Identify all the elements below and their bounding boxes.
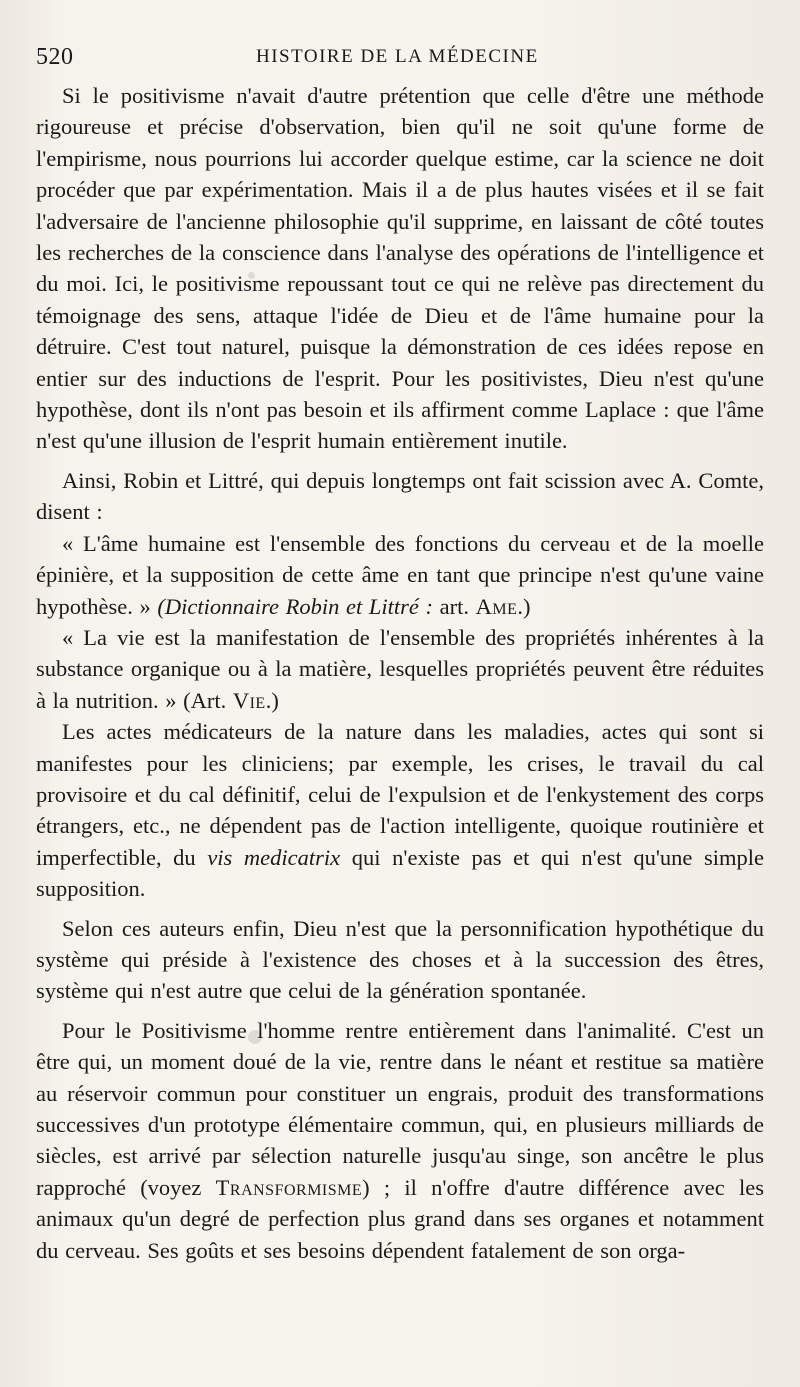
quote-ame-source: (Dictionnaire Robin et Littré : (157, 593, 433, 619)
paragraph-final-after: ) ; il n'offre d'autre différence avec les animaux qu'un degré de perfection plus grand dans ses organes et notamment du cerveau. Ses goûts et ses besoins dépendent fatalement de son orga- (36, 1174, 764, 1263)
quote-vie-article-suffix: .) (265, 687, 279, 713)
ink-speck (248, 272, 255, 279)
paragraph-positivisme: Si le positivisme n'avait d'autre prétention que celle d'être une méthode rigoureuse et précise d'observation, bien qu'il ne soit qu'une forme de l'empirisme, nous pourrions lui accorder quelque estime, car la science ne doit procéder que par expérimentation. Mais il a de plus hautes visées et il se fait l'adversaire de l'ancienne philosophie qu'il supprime, en laissant de côté toutes les recherches de la conscience dans l'analyse des opérations de l'intelligence et du moi. Ici, le positivisme repoussant tout ce qui ne relève pas directement du témoignage des sens, attaque l'idée de Dieu et de l'âme humaine pour la détruire. C'est tout naturel, puisque la démonstration de ces idées repose en entier sur des inductions de l'esprit. Pour les positivistes, Dieu n'est qu'une hypothèse, dont ils n'ont pas besoin et ils affirment comme Laplace : que l'âme n'est qu'une illusion de l'esprit humain entièrement inutile. (36, 83, 764, 454)
quote-vie-article-word: Vie (232, 687, 266, 713)
quote-ame-text: « L'âme humaine est l'ensemble des fonctions du cerveau et de la moelle épinière, et la supposition de cette âme en tant que principe n'est qu'une vaine hypothèse. » (36, 530, 764, 619)
page-number: 520 (36, 44, 74, 70)
quote-ame-article-word: Ame (475, 593, 518, 619)
paragraph-actes-before: Les actes médicateurs de la nature dans les maladies, actes qui sont si manifestes pour les cliniciens; par exemple, les crises, le travail du cal provisoire et du cal définitif, celui de l'expulsion et de l'enkystement des corps étrangers, etc., ne dépendent pas de l'action intelligente, quoique routinière et imperfectible, du (36, 719, 764, 870)
quote-vie-text: « La vie est la manifestation de l'ensemble des propriétés inhérentes à la substance organique ou à la matière, lesquelles propriétés peuvent être réduites à la nutrition. » (Art. (36, 624, 764, 713)
running-title: HISTOIRE DE LA MÉDECINE (256, 46, 539, 67)
paragraph-ainsi: Ainsi, Robin et Littré, qui depuis longtemps ont fait scission avec A. Comte, disent : (36, 467, 764, 525)
paragraph-final-before: Pour le Positivisme l'homme rentre entièrement dans l'animalité. C'est un être qui, un moment doué de la vie, rentre dans le néant et restitue sa matière au réservoir commun pour constituer un engrais, produit des transformations successives d'un prototype élémentaire commun, qui, en plusieurs milliards de siècles, est arrivé par sélection naturelle jusqu'au singe, son ancêtre le plus rapproché (voyez (36, 1017, 764, 1200)
quote-vie (36, 622, 764, 716)
paragraph-actes (36, 716, 764, 904)
ink-blot (248, 1030, 262, 1044)
paragraph-actes-italic: vis medicatrix (207, 844, 341, 870)
body-text (36, 80, 764, 1266)
quote-ame-article-suffix: .) (517, 593, 531, 619)
page-header (36, 44, 760, 76)
paragraph-selon: Selon ces auteurs enfin, Dieu n'est que la personnification hypothétique du système qui préside à l'existence des choses et à la succession des êtres, système qui n'est autre que celui de la génération spontanée. (36, 915, 764, 1004)
paragraph-final-small-caps: Transformisme (215, 1174, 363, 1200)
paragraph-final (36, 1015, 764, 1266)
quote-ame-article-prefix: art. (439, 593, 469, 619)
quote-ame (36, 528, 764, 622)
paragraph-actes-after: qui n'existe pas et qui n'est qu'une simple supposition. (36, 844, 764, 902)
